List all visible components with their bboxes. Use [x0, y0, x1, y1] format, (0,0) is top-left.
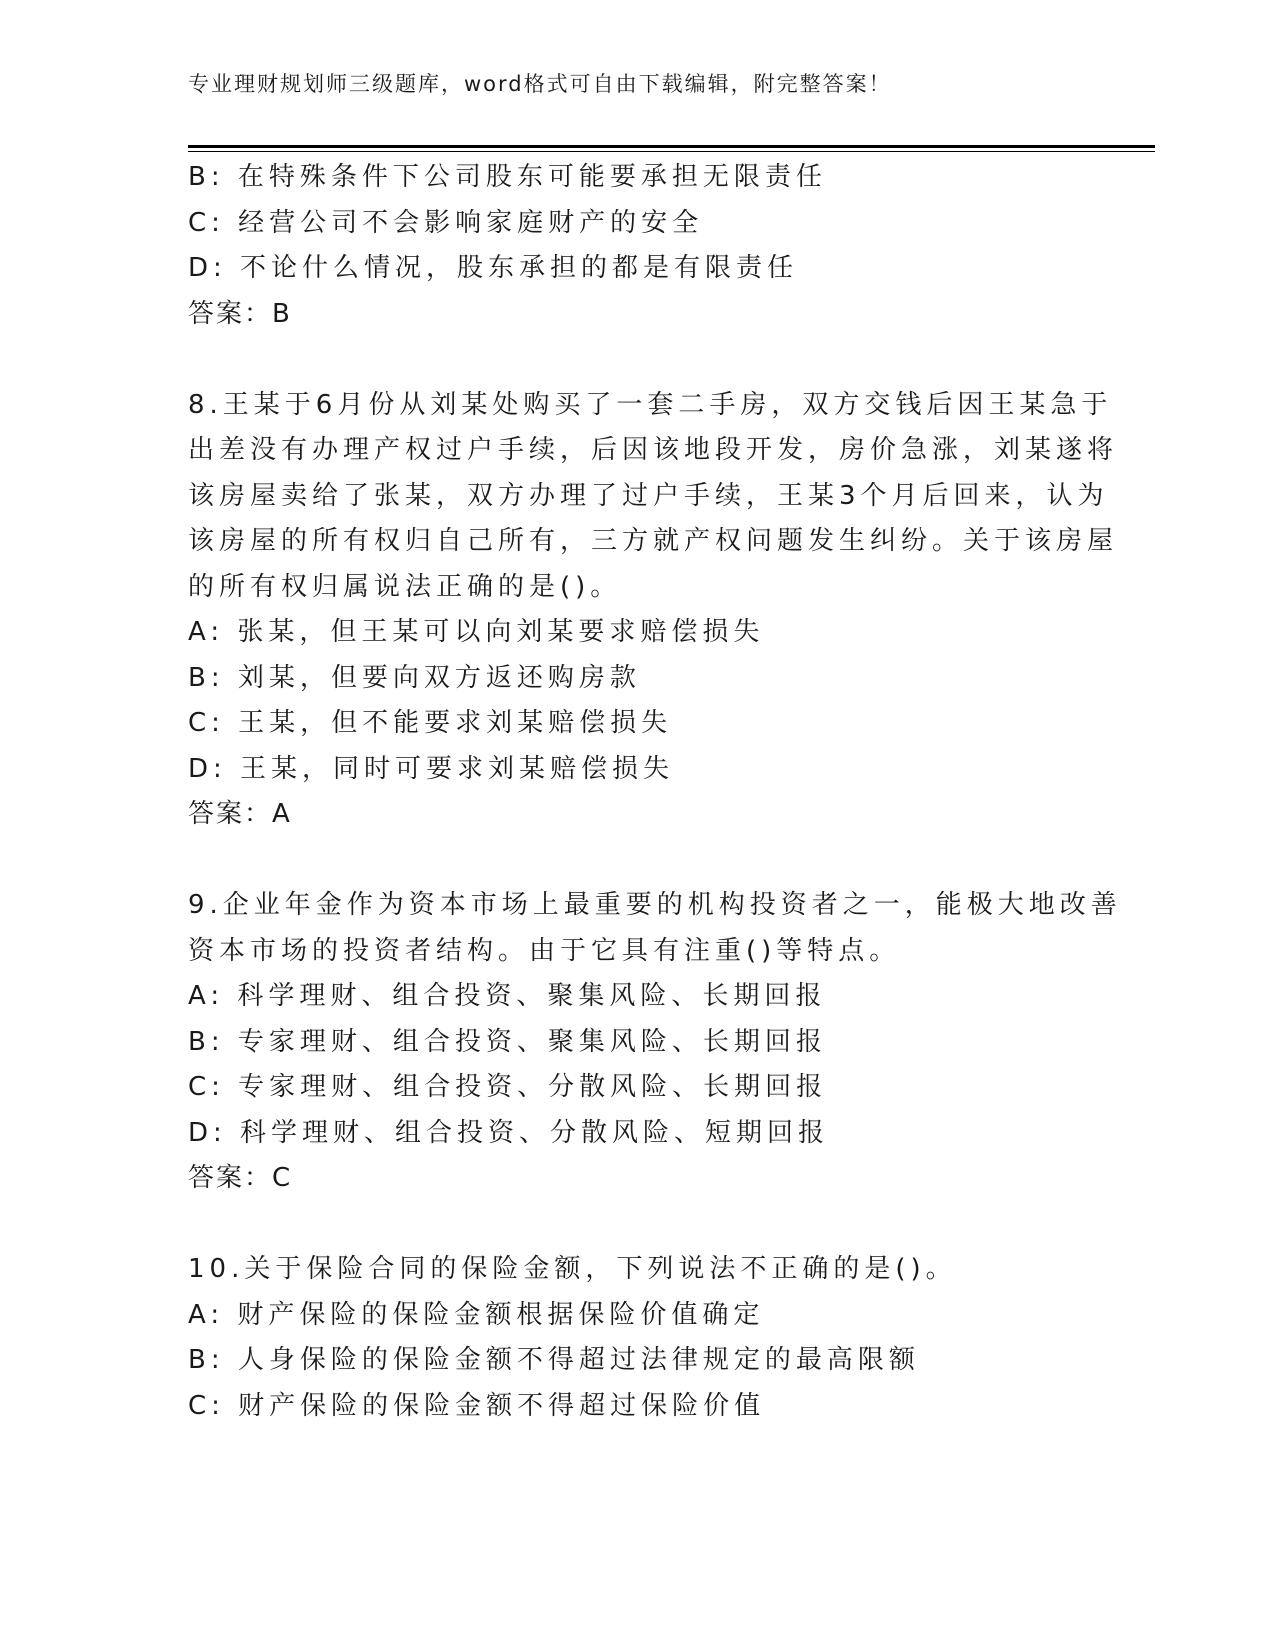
header-rule-thick	[188, 145, 1155, 148]
option-a: A: 科学理财、组合投资、聚集风险、长期回报	[188, 981, 827, 1011]
answer-line: 答案：A	[188, 799, 292, 829]
question-stem-line: 的所有权归属说法正确的是()。	[188, 571, 622, 602]
page-header: 专业理财规划师三级题库，word格式可自由下载编辑，附完整答案！	[188, 72, 892, 96]
option-b: B: 人身保险的保险金额不得超过法律规定的最高限额	[188, 1345, 920, 1375]
question-stem-line: 资本市场的投资者结构。由于它具有注重()等特点。	[188, 935, 901, 966]
answer-line: 答案：C	[188, 1163, 293, 1193]
answer-line: 答案：B	[188, 298, 292, 329]
option-a: A: 张某，但王某可以向刘某要求赔偿损失	[188, 617, 765, 647]
question-7-continuation	[188, 155, 1088, 337]
question-stem-line: 9.企业年金作为资本市场上最重要的机构投资者之一，能极大地改善	[188, 890, 1122, 920]
question-stem-line: 出差没有办理产权过户手续，后因该地段开发，房价急涨，刘某遂将	[188, 435, 1119, 465]
question-10	[188, 1247, 1088, 1429]
option-b: B: 专家理财、组合投资、聚集风险、长期回报	[188, 1026, 827, 1057]
question-stem-line: 该房屋卖给了张某，双方办理了过户手续，王某3个月后回来，认为	[188, 480, 1109, 511]
option-b: B: 刘某，但要向双方返还购房款	[188, 662, 641, 693]
option-c: C: 财产保险的保险金额不得超过保险价值	[188, 1390, 766, 1421]
question-content	[188, 155, 1122, 1429]
option-d: D: 不论什么情况，股东承担的都是有限责任	[188, 253, 799, 283]
option-d: D: 王某，同时可要求刘某赔偿损失	[188, 753, 675, 784]
option-c: C: 王某，但不能要求刘某赔偿损失	[188, 708, 673, 738]
option-c: C: 经营公司不会影响家庭财产的安全	[188, 207, 704, 238]
option-c: C: 专家理财、组合投资、分散风险、长期回报	[188, 1072, 828, 1102]
question-9	[188, 883, 1122, 1202]
question-stem-line: 该房屋的所有权归自己所有，三方就产权问题发生纠纷。关于该房屋	[188, 526, 1119, 556]
option-b: B: 在特殊条件下公司股东可能要承担无限责任	[188, 162, 827, 192]
header-rule-thin	[188, 151, 1155, 152]
option-d: D: 科学理财、组合投资、分散风险、短期回报	[188, 1117, 830, 1148]
question-8	[188, 383, 1119, 838]
option-a: A: 财产保险的保险金额根据保险价值确定	[188, 1299, 765, 1330]
question-stem-line: 8.王某于6月份从刘某处购买了一套二手房，双方交钱后因王某急于	[188, 389, 1113, 420]
question-stem-line: 10.关于保险合同的保险金额，下列说法不正确的是()。	[188, 1254, 957, 1284]
